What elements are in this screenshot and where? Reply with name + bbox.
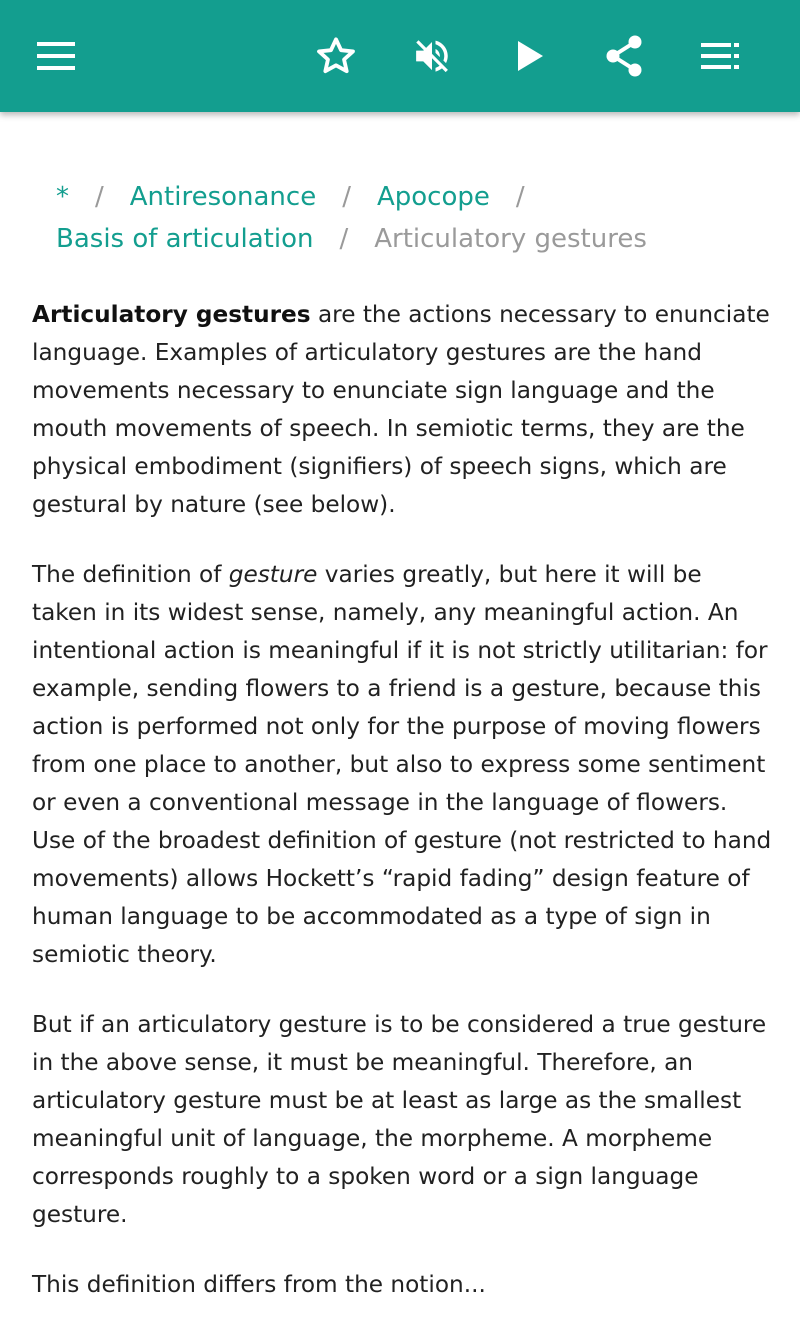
- mute-button[interactable]: [402, 26, 462, 86]
- breadcrumb: [56, 176, 776, 260]
- paragraph-1: [32, 296, 772, 524]
- breadcrumb-separator: /: [515, 182, 525, 212]
- breadcrumb-link-basis-of-articulation[interactable]: Basis of articulation: [56, 224, 314, 254]
- article-term: Articulatory gestures: [32, 301, 311, 328]
- playlist-icon: [701, 43, 739, 69]
- menu-button[interactable]: [26, 26, 86, 86]
- menu-icon: [37, 42, 75, 70]
- paragraph-2: [32, 556, 772, 974]
- breadcrumb-separator: /: [95, 182, 104, 212]
- breadcrumb-link-apocope[interactable]: Apocope: [376, 182, 490, 212]
- share-button[interactable]: [594, 26, 654, 86]
- paragraph-2-text: varies greatly, but here it will be taken in its widest sense, namely, any meaningful action. An intentional action is meaningful if it is not strictly utilitarian: for example, sending flowers to a friend is a gesture, because this action is performed not only for the purpose of moving flowers from one place to another, but also to express some sentiment or even a conventional message in the language of flowers. Use of the broadest definition of gesture (not restricted to hand movements) allows Hockett’s “rapid fading” design feature of human language to be accommodated as a type of sign in semiotic theory.: [32, 561, 772, 968]
- breadcrumb-link-antiresonance[interactable]: Antiresonance: [129, 182, 317, 212]
- top-app-bar: [0, 0, 800, 112]
- article-content: [0, 112, 800, 1298]
- play-icon: [515, 39, 545, 73]
- paragraph-2-italic-term: gesture: [228, 561, 318, 588]
- breadcrumb-home-link[interactable]: *: [56, 182, 69, 212]
- favorite-button[interactable]: [306, 26, 366, 86]
- paragraph-3: But if an articulatory gesture is to be considered a true gesture in the above sense, it must be meaningful. Therefore, an articulatory gesture must be at least as large as the smallest meaningful unit of language, the morpheme. A morpheme corresponds roughly to a spoken word or a sign language gesture.: [32, 1011, 767, 1228]
- breadcrumb-current: Articulatory gestures: [374, 224, 647, 254]
- share-icon: [604, 35, 644, 77]
- breadcrumb-separator: /: [339, 224, 349, 254]
- play-button[interactable]: [500, 26, 560, 86]
- paragraph-1-text: are the actions necessary to enunciate language. Examples of articulatory gestures are the hand movements necessary to enunciate sign language and the mouth movements of speech. In semiotic terms, they are the physical embodiment (signifiers) of speech signs, which are gestural by nature (see below).: [32, 301, 770, 518]
- volume-off-icon: [411, 35, 453, 77]
- breadcrumb-separator: /: [342, 182, 351, 212]
- article-body: [32, 296, 772, 1336]
- star-outline-icon: [315, 35, 357, 77]
- paragraph-2-start: The definition of: [32, 561, 229, 588]
- playlist-button[interactable]: [690, 26, 750, 86]
- paragraph-4: This definition differs from the notion...: [32, 1271, 486, 1298]
